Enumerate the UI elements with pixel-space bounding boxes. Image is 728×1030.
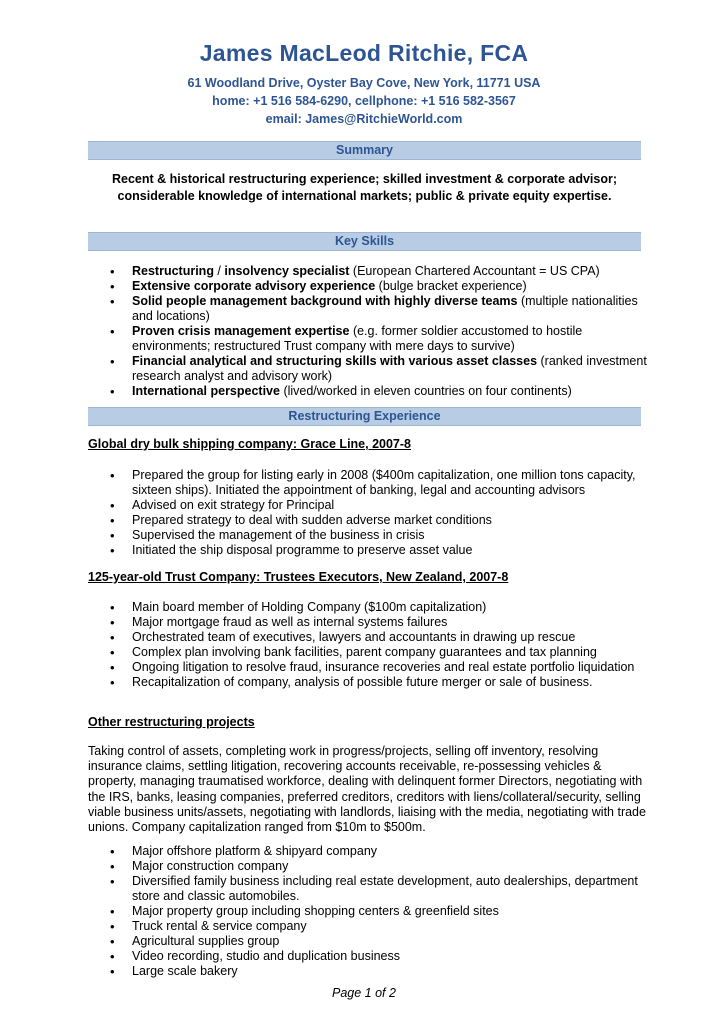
list-item: • Extensive corporate advisory experience (bulge bracket experience) — [88, 279, 648, 294]
other-projects-heading: Other restructuring projects — [88, 715, 255, 729]
phone-numbers: home: +1 516 584-6290, cellphone: +1 516 582-3567 — [212, 94, 516, 108]
restructuring-band — [88, 407, 641, 426]
grace-line-list — [88, 468, 648, 558]
list-item: • Solid people management background with highly diverse teams (multiple nationalities and locations) — [88, 294, 648, 324]
list-item: • Truck rental & service company — [88, 919, 648, 934]
list-item: • Recapitalization of company, analysis of possible future merger or sale of business. — [88, 675, 648, 690]
address: 61 Woodland Drive, Oyster Bay Cove, New York, 11771 USA — [187, 76, 541, 90]
list-item: • Supervised the management of the business in crisis — [88, 528, 648, 543]
list-item: • Initiated the ship disposal programme to preserve asset value — [88, 543, 648, 558]
list-item: • Proven crisis management expertise (e.g. former soldier accustomed to hostile environments; restructured Trust company with mere days to survive) — [88, 324, 648, 354]
email: email: James@RitchieWorld.com — [265, 112, 463, 126]
list-item: • Orchestrated team of executives, lawyers and accountants in drawing up rescue — [88, 630, 648, 645]
list-item: • Ongoing litigation to resolve fraud, insurance recoveries and real estate portfolio liquidation — [88, 660, 648, 675]
list-item: • Financial analytical and structuring skills with various asset classes (ranked investment research analyst and advisory work) — [88, 354, 648, 384]
list-item: • Restructuring / insolvency specialist (European Chartered Accountant = US CPA) — [88, 264, 648, 279]
list-item: • Main board member of Holding Company ($100m capitalization) — [88, 600, 648, 615]
list-item: • Major offshore platform & shipyard company — [88, 844, 648, 859]
trustees-executors-list — [88, 600, 648, 690]
list-item: • Video recording, studio and duplication business — [88, 949, 648, 964]
page-number: Page 1 of 2 — [332, 986, 396, 1000]
other-projects-paragraph: Taking control of assets, completing work in progress/projects, selling off inventory, resolving insurance claims, settling litigation, recovering accounts receivable, re-possessing vehicles & property, managing traumatised workforce, dealing with delinquent former Directors, negotiating with the IRS, banks, leasing companies, preferred creditors, creditors with liens/collateral/security, selling viable business units/assets, negotiating with landlords, liaising with the media, negotiating with trade unions. Company capitalization ranged from $10m to $500m. — [88, 744, 646, 835]
list-item: • Major construction company — [88, 859, 648, 874]
job-heading-grace-line: Global dry bulk shipping company: Grace Line, 2007-8 — [88, 437, 411, 451]
restructuring-title: Restructuring Experience — [288, 409, 441, 423]
key-skills-title: Key Skills — [334, 234, 395, 248]
list-item: • Prepared the group for listing early in 2008 ($400m capitalization, one million tons capacity, sixteen ships). Initiated the appointment of banking, legal and accounting advisors — [88, 468, 648, 498]
list-item: • Large scale bakery — [88, 964, 648, 979]
other-projects-list — [88, 844, 648, 979]
candidate-name: James MacLeod Ritchie, FCA — [199, 40, 529, 66]
list-item: • International perspective (lived/worked in eleven countries on four continents) — [88, 384, 648, 399]
list-item: • Major mortgage fraud as well as internal systems failures — [88, 615, 648, 630]
list-item: • Prepared strategy to deal with sudden adverse market conditions — [88, 513, 648, 528]
key-skills-band — [88, 232, 641, 251]
list-item: • Major property group including shopping centers & greenfield sites — [88, 904, 648, 919]
summary-line: considerable knowledge of international markets; public & private equity expertise. — [117, 189, 612, 203]
list-item: • Diversified family business including real estate development, auto dealerships, department store and classic automobiles. — [88, 874, 648, 904]
job-heading-trustees-executors: 125-year-old Trust Company: Trustees Executors, New Zealand, 2007-8 — [88, 570, 509, 584]
summary-title: Summary — [336, 143, 393, 157]
summary-text — [88, 171, 641, 205]
list-item: • Agricultural supplies group — [88, 934, 648, 949]
summary-line: Recent & historical restructuring experience; skilled investment & corporate advisor; — [111, 172, 618, 186]
summary-band — [88, 141, 641, 160]
list-item: • Advised on exit strategy for Principal — [88, 498, 648, 513]
list-item: • Complex plan involving bank facilities, parent company guarantees and tax planning — [88, 645, 648, 660]
key-skills-list — [88, 264, 648, 399]
